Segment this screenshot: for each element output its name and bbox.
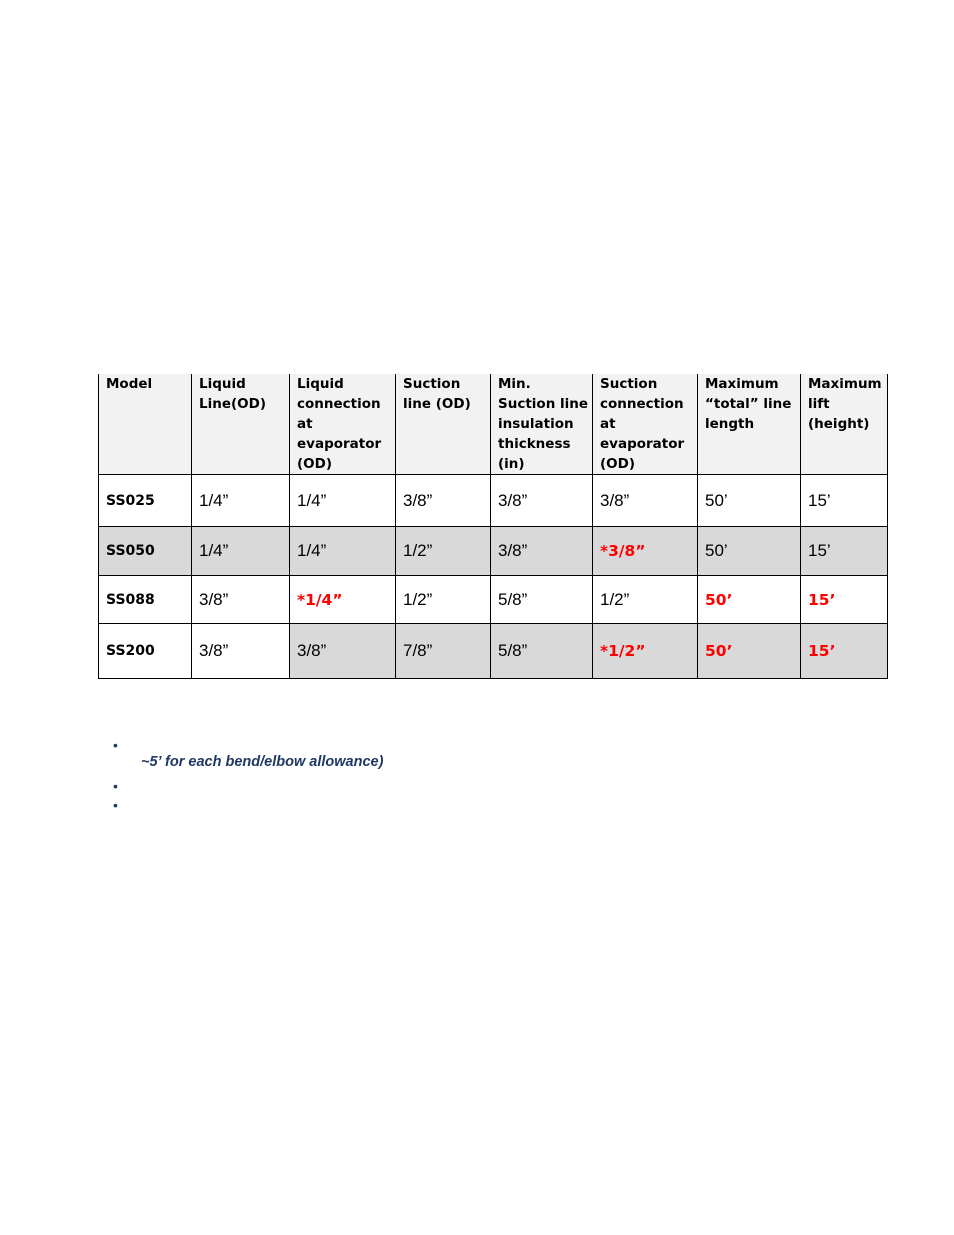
table-row: [99, 527, 888, 576]
table-cell: 1/2”: [396, 527, 491, 576]
table-cell: 1/4”: [192, 527, 290, 576]
table-cell: 5/8”: [491, 624, 593, 679]
line-sizing-table: [98, 374, 888, 679]
table-row: [99, 475, 888, 527]
note-continuation-text: ~5’ for each bend/elbow allowance): [141, 754, 384, 770]
table-cell: 1/4”: [290, 475, 396, 527]
table-cell: 3/8”: [491, 475, 593, 527]
table-cell: 1/4”: [290, 527, 396, 576]
table-cell: 15’: [801, 475, 888, 527]
table-row: [99, 624, 888, 679]
table-cell: 50’: [698, 527, 801, 576]
notes-list: [113, 737, 384, 816]
bullet-icon: •: [113, 737, 118, 753]
table-cell: 5/8”: [491, 576, 593, 624]
table-cell: 50’: [698, 475, 801, 527]
highlighted-cell: *1/2”: [593, 624, 698, 679]
header-suction-line: Suction line (OD): [396, 374, 491, 475]
model-cell: SS200: [99, 624, 192, 679]
table-cell: 1/2”: [396, 576, 491, 624]
table-cell: 15’: [801, 527, 888, 576]
table-cell: 7/8”: [396, 624, 491, 679]
table-cell: 3/8”: [192, 624, 290, 679]
bullet-icon: •: [113, 797, 118, 813]
table-cell: 1/4”: [192, 475, 290, 527]
highlighted-cell: *1/4”: [290, 576, 396, 624]
bullet-icon: •: [113, 778, 118, 794]
table-cell: 3/8”: [192, 576, 290, 624]
header-suction-connection: Suction connection at evaporator (OD): [593, 374, 698, 475]
highlighted-cell: *3/8”: [593, 527, 698, 576]
list-item: [113, 778, 141, 797]
list-item: [113, 737, 384, 778]
table-cell: 1/2”: [593, 576, 698, 624]
header-liquid-line: Liquid Line(OD): [192, 374, 290, 475]
header-max-lift: Maximum lift (height): [801, 374, 888, 475]
highlighted-cell: 15’: [801, 624, 888, 679]
table-cell: 3/8”: [593, 475, 698, 527]
table-row: [99, 576, 888, 624]
table-cell: 3/8”: [396, 475, 491, 527]
model-cell: SS088: [99, 576, 192, 624]
table-cell: 3/8”: [290, 624, 396, 679]
highlighted-cell: 50’: [698, 576, 801, 624]
highlighted-cell: 50’: [698, 624, 801, 679]
header-liquid-connection: Liquid connection at evaporator (OD): [290, 374, 396, 475]
header-max-line-length: Maximum “total” line length: [698, 374, 801, 475]
table-header-row: [99, 374, 888, 475]
highlighted-cell: 15’: [801, 576, 888, 624]
table-cell: 3/8”: [491, 527, 593, 576]
header-model: Model: [99, 374, 192, 475]
header-insulation-thickness: Min. Suction line insulation thickness (in): [491, 374, 593, 475]
model-cell: SS050: [99, 527, 192, 576]
list-item: [113, 797, 141, 816]
model-cell: SS025: [99, 475, 192, 527]
